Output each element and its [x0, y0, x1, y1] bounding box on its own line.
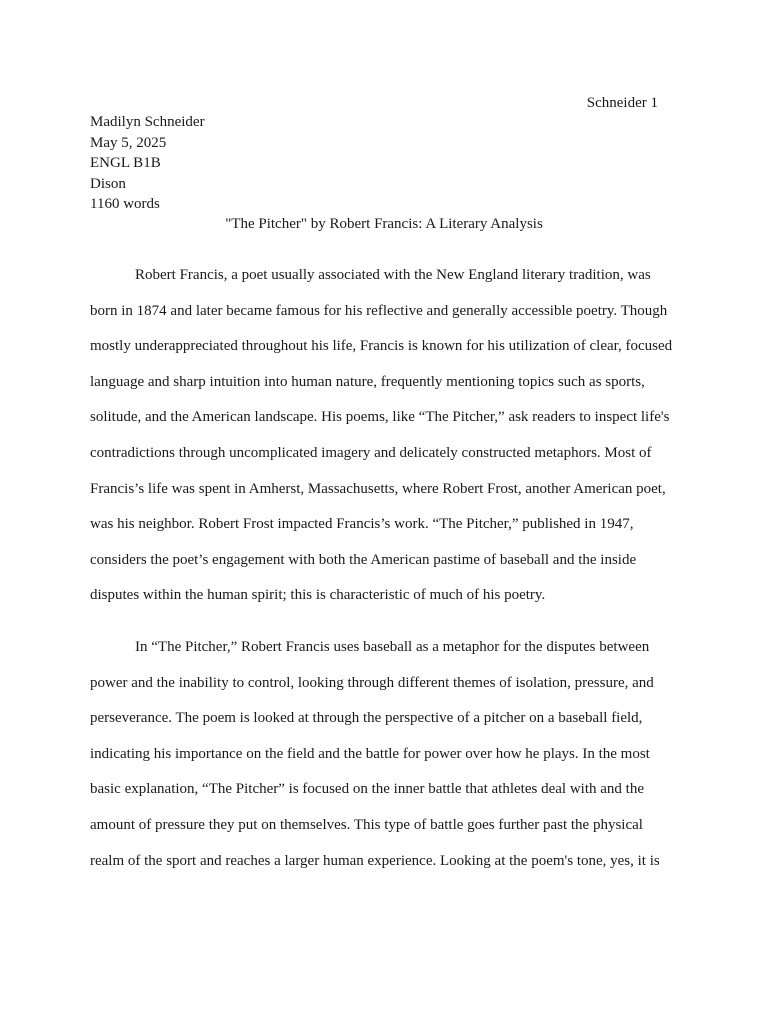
paragraph-line: amount of pressure they put on themselves. This type of battle goes further past the physical	[90, 816, 643, 833]
paragraph-line: Robert Francis, a poet usually associated with the New England literary tradition, was	[135, 267, 651, 283]
paragraph-line: was his neighbor. Robert Frost impacted Francis’s work. “The Pitcher,” published in 1947,	[90, 516, 634, 533]
paragraph-line: mostly underappreciated throughout his life, Francis is known for his utilization of clear, focused	[90, 338, 673, 355]
running-head: Schneider 1	[586, 95, 658, 111]
paragraph-line: considers the poet’s engagement with both the American pastime of baseball and the inside	[90, 551, 637, 568]
paragraph-line: contradictions through uncomplicated imagery and delicately constructed metaphors. Most of	[90, 444, 652, 461]
paragraph-line: basic explanation, “The Pitcher” is focused on the inner battle that athletes deal with and the	[90, 781, 644, 798]
course-name: ENGL B1B	[90, 155, 161, 172]
paragraph-line: Francis’s life was spent in Amherst, Massachusetts, where Robert Frost, another American poet,	[90, 480, 666, 497]
paragraph-line: power and the inability to control, looking through different themes of isolation, pressure, and	[90, 674, 654, 691]
author-name: Madilyn Schneider	[90, 114, 205, 130]
body-paragraph	[90, 630, 678, 879]
paragraph-line: perseverance. The poem is looked at through the perspective of a pitcher on a baseball field,	[90, 710, 643, 727]
paragraph-line: indicating his importance on the field and the battle for power over how he plays. In the most	[90, 745, 650, 762]
paragraph-line: disputes within the human spirit; this is characteristic of much of his poetry.	[90, 587, 546, 604]
date: May 5, 2025	[90, 134, 167, 151]
paragraph-line: In “The Pitcher,” Robert Francis uses baseball as a metaphor for the disputes between	[135, 639, 650, 655]
mla-heading	[90, 112, 205, 215]
instructor-name: Dison	[90, 175, 126, 192]
essay-title: "The Pitcher" by Robert Francis: A Literary Analysis	[225, 216, 543, 232]
paragraph-line: realm of the sport and reaches a larger human experience. Looking at the poem's tone, yes, it is	[90, 852, 660, 869]
body-paragraph	[90, 258, 678, 614]
paragraph-line: solitude, and the American landscape. His poems, like “The Pitcher,” ask readers to inspect life's	[90, 409, 670, 426]
paragraph-line: born in 1874 and later became famous for his reflective and generally accessible poetry. Though	[90, 302, 668, 319]
paragraph-line: language and sharp intuition into human nature, frequently mentioning topics such as sports,	[90, 373, 645, 390]
word-count: 1160 words	[90, 196, 160, 213]
